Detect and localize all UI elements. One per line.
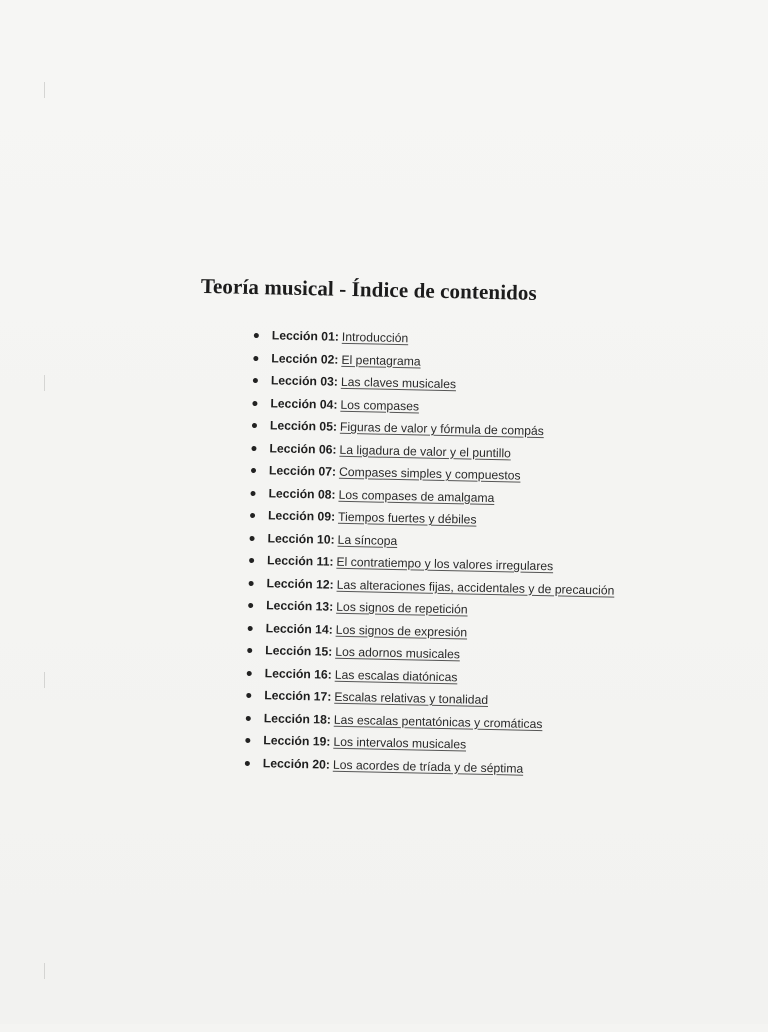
lesson-link[interactable]: Los signos de expresión (335, 622, 468, 640)
bullet-icon (250, 535, 255, 540)
lesson-separator: : (327, 689, 332, 704)
lesson-separator: : (332, 442, 337, 457)
bullet-icon (250, 513, 255, 518)
bullet-icon (245, 760, 250, 765)
lesson-separator: : (330, 532, 335, 547)
bullet-icon (253, 378, 258, 383)
bullet-icon (245, 738, 250, 743)
lesson-separator: : (330, 509, 336, 524)
lesson-number: Lección 07 (268, 463, 333, 479)
page-title: Teoría musical - Índice de contenidos (200, 273, 538, 305)
lesson-number: Lección 02 (271, 350, 335, 367)
table-of-contents (249, 324, 620, 781)
lesson-number: Lección 13 (266, 598, 330, 614)
lesson-link[interactable]: Las alteraciones fijas, accidentales y de precaución (336, 577, 615, 598)
lesson-separator: : (329, 577, 334, 592)
lesson-separator: : (334, 329, 340, 344)
lesson-link[interactable]: Los adornos musicales (335, 644, 461, 662)
lesson-link[interactable]: Las claves musicales (340, 374, 457, 392)
lesson-link[interactable]: Los signos de repetición (336, 599, 468, 617)
lesson-separator: : (329, 554, 334, 569)
lesson-link[interactable]: Los compases de amalgama (338, 487, 495, 505)
lesson-number: Lección 03 (270, 373, 335, 389)
bullet-icon (250, 490, 255, 495)
lesson-link[interactable]: Los compases (340, 397, 420, 413)
lesson-link[interactable]: Los intervalos musicales (333, 734, 467, 752)
lesson-link[interactable]: Las escalas pentatónicas y cromáticas (333, 712, 543, 731)
bullet-icon (252, 423, 257, 428)
bullet-icon (254, 333, 259, 338)
bullet-icon (248, 603, 253, 608)
lesson-number: Lección 08 (268, 485, 332, 502)
lesson-separator: : (326, 734, 331, 749)
lesson-separator: : (332, 419, 338, 434)
bullet-icon (253, 355, 258, 360)
lesson-separator: : (325, 757, 331, 772)
lesson-link[interactable]: Figuras de valor y fórmula de compás (339, 419, 545, 439)
lesson-separator: : (327, 667, 332, 682)
lesson-link[interactable]: La síncopa (337, 532, 398, 548)
lesson-number: Lección 06 (269, 440, 333, 457)
lesson-separator: : (326, 712, 332, 727)
lesson-number: Lección 16 (264, 665, 328, 682)
bullet-icon (252, 400, 257, 405)
lesson-link[interactable]: El contratiempo y los valores irregulares (336, 554, 554, 574)
lesson-link[interactable]: Introducción (341, 329, 409, 346)
lesson-number: Lección 04 (270, 395, 334, 412)
bullet-icon (246, 693, 251, 698)
lesson-link[interactable]: Los acordes de tríada y de séptima (332, 757, 524, 776)
lesson-number: Lección 09 (267, 508, 332, 524)
lesson-link[interactable]: Escalas relativas y tonalidad (334, 689, 489, 707)
lesson-number: Lección 19 (263, 733, 327, 749)
lesson-number: Lección 14 (265, 620, 329, 637)
bullet-icon (249, 580, 254, 585)
lesson-number: Lección 17 (264, 688, 328, 704)
lesson-separator: : (331, 487, 336, 502)
lesson-separator: : (329, 599, 334, 614)
lesson-number: Lección 18 (263, 710, 327, 727)
bullet-icon (247, 670, 252, 675)
lesson-separator: : (334, 352, 339, 367)
bullet-icon (246, 715, 251, 720)
lesson-number: Lección 05 (269, 418, 334, 434)
lesson-link[interactable]: Tiempos fuertes y débiles (337, 509, 477, 527)
bullet-icon (247, 648, 252, 653)
bullet-icon (251, 468, 256, 473)
lesson-number: Lección 10 (267, 530, 331, 547)
lesson-link[interactable]: La ligadura de valor y el puntillo (339, 442, 512, 460)
lesson-separator: : (328, 622, 333, 637)
bullet-icon (248, 625, 253, 630)
lesson-separator: : (333, 374, 339, 389)
lesson-link[interactable]: Las escalas diatónicas (334, 667, 458, 684)
lesson-separator: : (331, 464, 337, 479)
bullet-icon (251, 445, 256, 450)
lesson-separator: : (333, 397, 338, 412)
lesson-number: Lección 12 (266, 575, 330, 592)
lesson-number: Lección 11 (266, 553, 330, 569)
bullet-icon (249, 558, 254, 563)
lesson-separator: : (328, 644, 333, 659)
lesson-number: Lección 01 (271, 328, 335, 344)
lesson-link[interactable]: Compases simples y compuestos (338, 464, 521, 483)
lesson-number: Lección 15 (265, 643, 329, 659)
lesson-number: Lección 20 (262, 755, 327, 772)
lesson-link[interactable]: El pentagrama (341, 352, 421, 368)
